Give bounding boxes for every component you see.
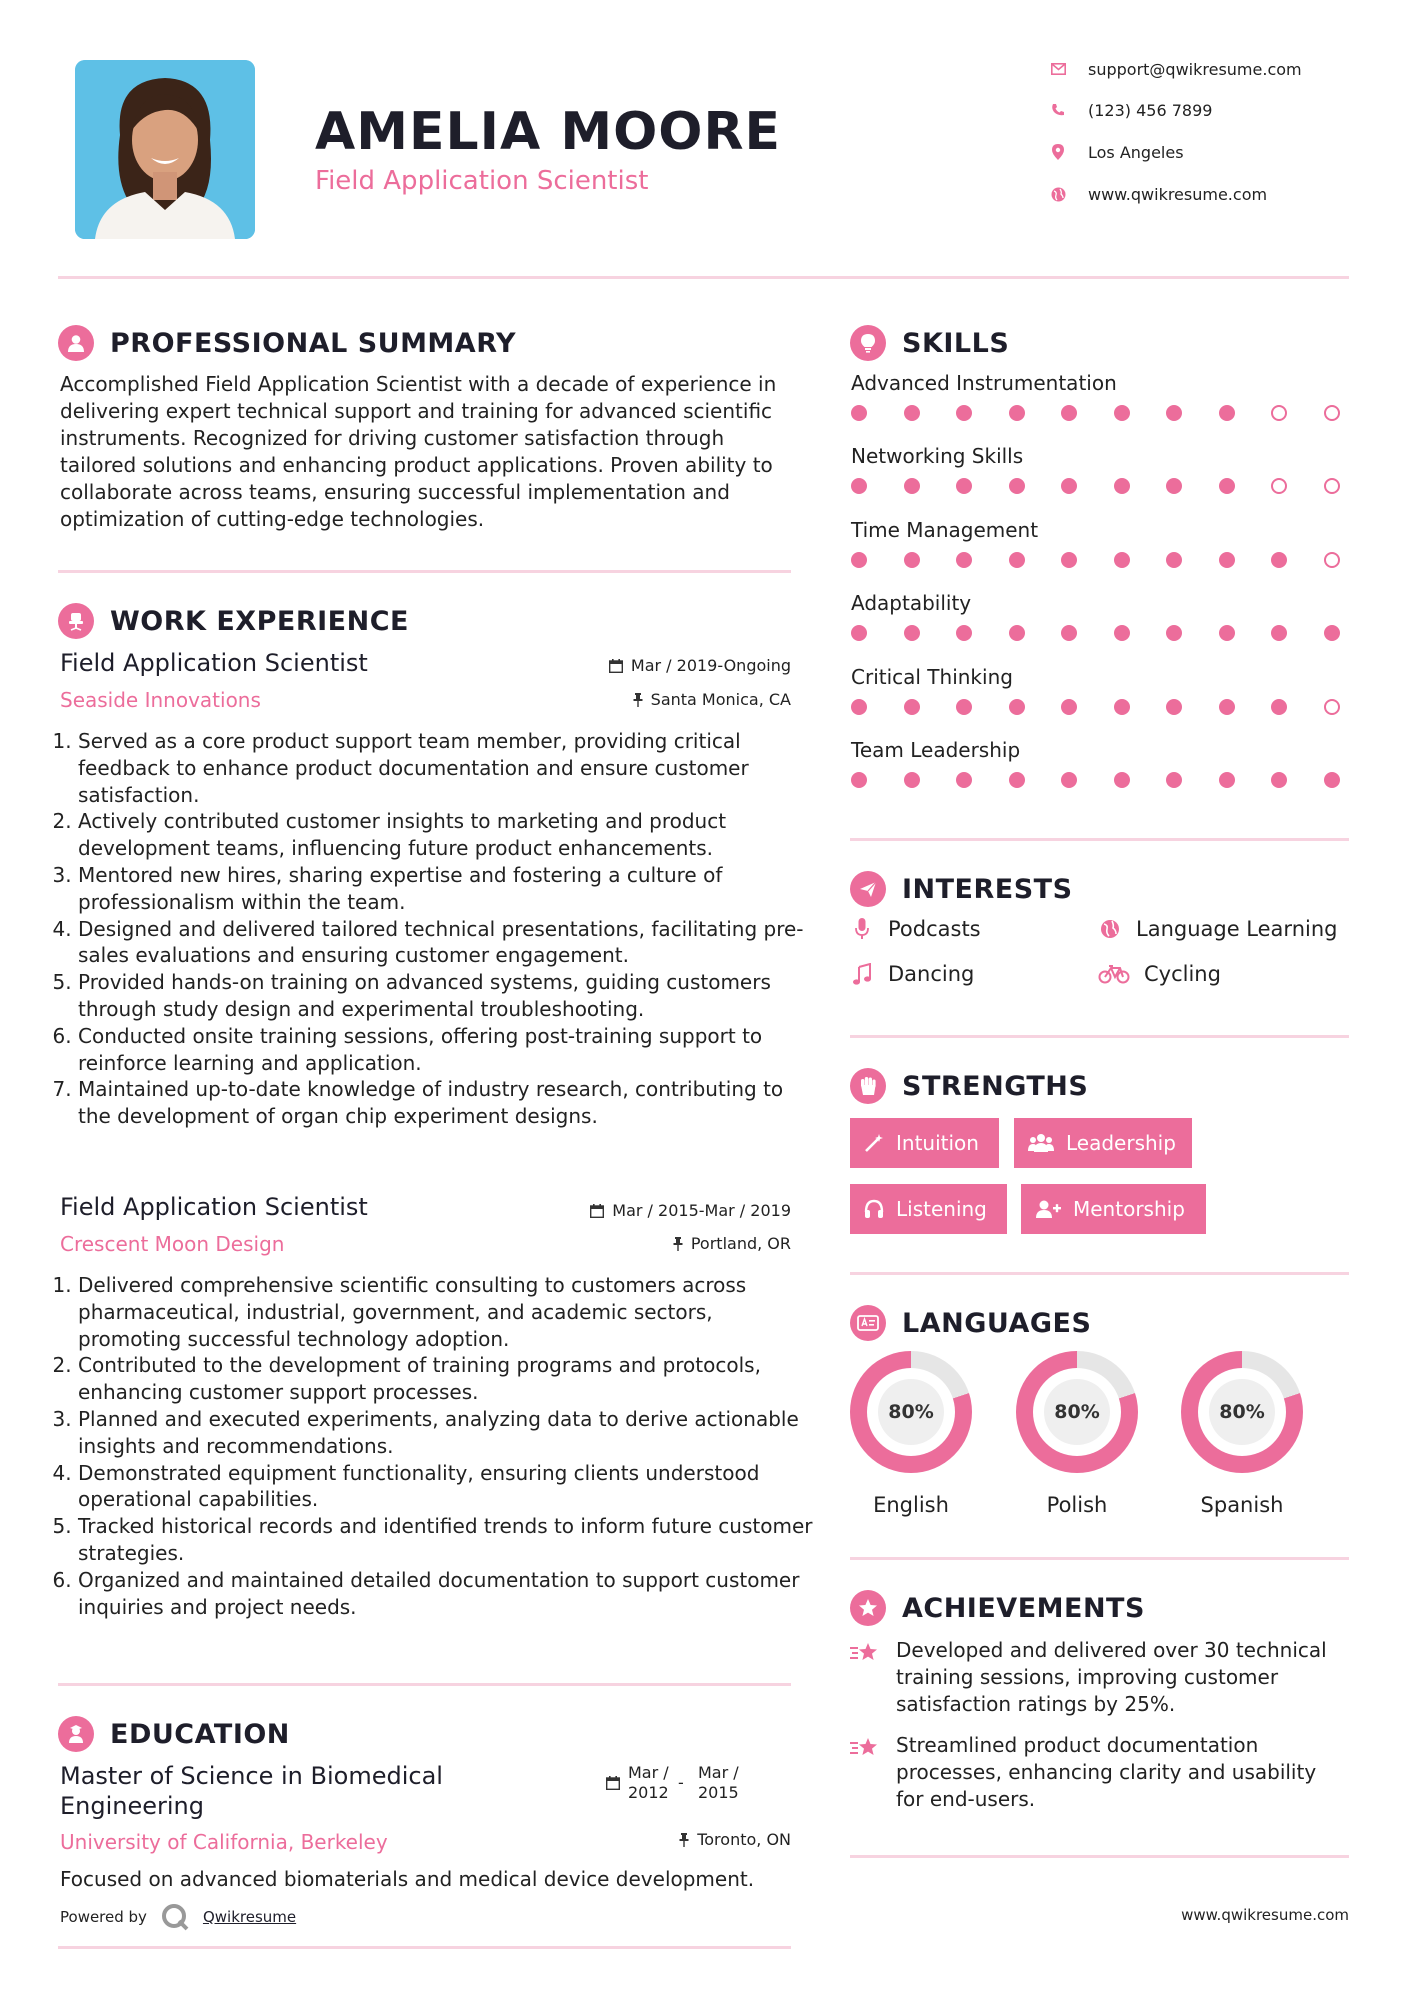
experience-heading: WORK EXPERIENCE bbox=[58, 601, 409, 641]
achievements-divider bbox=[850, 1855, 1349, 1858]
rating-dot-filled bbox=[1009, 405, 1025, 421]
education-start: Mar / 2012 bbox=[628, 1763, 669, 1802]
skills-divider bbox=[850, 838, 1349, 841]
rating-dot-filled bbox=[1166, 405, 1182, 421]
music-note-icon bbox=[850, 963, 874, 985]
rating-dot-filled bbox=[1271, 772, 1287, 788]
skill-rating bbox=[851, 625, 1340, 641]
contact-location-text: Los Angeles bbox=[1088, 142, 1184, 162]
rating-dot-filled bbox=[1166, 478, 1182, 494]
rating-dot-filled bbox=[1061, 625, 1077, 641]
map-pin-icon bbox=[1050, 144, 1066, 160]
list-item: 1. Delivered comprehensive scientific consulting to customers across pharmaceutical, industrial, government, and academic sectors, promoting successful technology adoption. bbox=[78, 1272, 813, 1352]
language-spanish bbox=[1181, 1351, 1303, 1517]
group-icon bbox=[1028, 1133, 1054, 1153]
list-item: 3. Planned and executed experiments, analyzing data to derive actionable insights and recommendations. bbox=[78, 1406, 813, 1460]
achievement-item-1: Developed and delivered over 30 technical training sessions, improving customer satisfaction ratings by 25%. bbox=[850, 1637, 1350, 1718]
language-name: English bbox=[873, 1493, 949, 1517]
language-polish bbox=[1016, 1351, 1138, 1517]
rating-dot-filled bbox=[1219, 772, 1235, 788]
interest-dancing: Dancing bbox=[850, 962, 974, 986]
education-end: Mar / 2015 bbox=[698, 1763, 739, 1802]
footer-website[interactable]: www.qwikresume.com bbox=[1181, 1906, 1349, 1924]
powered-by: Powered by Qwikresume bbox=[60, 1903, 296, 1931]
headphones-icon bbox=[864, 1199, 884, 1219]
interest-podcasts: Podcasts bbox=[850, 917, 981, 941]
skill-item bbox=[851, 665, 1349, 738]
rating-dot-filled bbox=[1061, 552, 1077, 568]
graduate-icon bbox=[58, 1716, 94, 1752]
list-item: 1. Served as a core product support team member, providing critical feedback to enhance product documentation and ensure customer satisfaction. bbox=[78, 728, 813, 808]
rating-dot-filled bbox=[1271, 699, 1287, 715]
rating-dot-filled bbox=[1166, 552, 1182, 568]
contact-phone-text: (123) 456 7899 bbox=[1088, 100, 1213, 120]
envelope-icon bbox=[1050, 61, 1066, 77]
education-school: University of California, Berkeley bbox=[60, 1830, 388, 1854]
rating-dot-empty bbox=[1271, 478, 1287, 494]
rating-dot-filled bbox=[851, 478, 867, 494]
rating-dot-filled bbox=[1009, 772, 1025, 788]
rating-dot-filled bbox=[851, 552, 867, 568]
language-percent: 80% bbox=[1209, 1379, 1275, 1445]
rating-dot-filled bbox=[956, 699, 972, 715]
rating-dot-filled bbox=[904, 478, 920, 494]
list-item: 4. Demonstrated equipment functionality, ensuring clients understood operational capabilities. bbox=[78, 1460, 813, 1514]
list-item: 2. Actively contributed customer insights to marketing and product development teams, influencing future product enhancements. bbox=[78, 808, 813, 862]
education-dash: - bbox=[678, 1773, 684, 1792]
rating-dot-filled bbox=[1114, 552, 1130, 568]
education-degree: Master of Science in Biomedical Engineering bbox=[60, 1762, 443, 1820]
rating-dot-filled bbox=[1114, 478, 1130, 494]
rating-dot-filled bbox=[956, 625, 972, 641]
skills-heading: SKILLS bbox=[850, 323, 1009, 363]
skill-rating bbox=[851, 772, 1340, 788]
qwikresume-logo-icon bbox=[161, 1903, 191, 1931]
job-2-dates: Mar / 2015-Mar / 2019 bbox=[520, 1201, 791, 1220]
rating-dot-filled bbox=[1166, 625, 1182, 641]
rating-dot-filled bbox=[1219, 478, 1235, 494]
job-1-location: Santa Monica, CA bbox=[520, 690, 791, 709]
language-name: Spanish bbox=[1200, 1493, 1284, 1517]
office-chair-icon bbox=[58, 603, 94, 639]
rating-dot-filled bbox=[1114, 699, 1130, 715]
rating-dot-filled bbox=[1271, 625, 1287, 641]
rating-dot-filled bbox=[1324, 625, 1340, 641]
calendar-icon bbox=[590, 1204, 604, 1218]
rating-dot-filled bbox=[1009, 699, 1025, 715]
rating-dot-filled bbox=[1219, 552, 1235, 568]
language-percent: 80% bbox=[878, 1379, 944, 1445]
contact-email[interactable] bbox=[1050, 57, 1350, 81]
summary-divider bbox=[58, 570, 791, 573]
lightbulb-icon bbox=[850, 325, 886, 361]
job-2-bullets bbox=[60, 1272, 813, 1620]
skill-name: Team Leadership bbox=[851, 737, 1021, 762]
rating-dot-filled bbox=[1166, 772, 1182, 788]
interest-cycling: Cycling bbox=[1098, 962, 1221, 986]
job-1-dates: Mar / 2019-Ongoing bbox=[520, 656, 791, 675]
rating-dot-filled bbox=[1114, 405, 1130, 421]
contact-location bbox=[1050, 140, 1350, 164]
skill-name: Advanced Instrumentation bbox=[851, 371, 1117, 395]
job-2-title: Field Application Scientist bbox=[60, 1193, 368, 1221]
achievement-item-2: Streamlined product documentation processes, enhancing clarity and usability for end-users. bbox=[850, 1732, 1350, 1813]
paper-plane-icon bbox=[850, 871, 886, 907]
skill-rating bbox=[851, 552, 1340, 568]
interests-divider bbox=[850, 1035, 1349, 1038]
skill-item bbox=[851, 591, 1349, 664]
rating-dot-filled bbox=[1219, 405, 1235, 421]
skill-rating bbox=[851, 478, 1340, 494]
skill-name: Adaptability bbox=[851, 591, 972, 616]
rating-dot-filled bbox=[904, 405, 920, 421]
list-item: 3. Mentored new hires, sharing expertise and fostering a culture of professionalism within the team. bbox=[78, 862, 813, 916]
list-item: 5. Provided hands-on training on advanced systems, guiding customers through study design and experimental troubleshooting. bbox=[78, 969, 813, 1023]
rating-dot-filled bbox=[1114, 772, 1130, 788]
rating-dot-filled bbox=[1009, 552, 1025, 568]
globe-icon bbox=[1050, 186, 1066, 202]
contact-email-text: support@qwikresume.com bbox=[1088, 59, 1302, 79]
education-dates bbox=[606, 1763, 748, 1803]
contact-website[interactable] bbox=[1050, 182, 1350, 206]
shooting-star-icon bbox=[850, 1732, 886, 1813]
interests-heading: INTERESTS bbox=[850, 869, 1073, 909]
calendar-icon bbox=[609, 659, 623, 673]
candidate-title: Field Application Scientist bbox=[315, 166, 649, 196]
list-item: 6. Conducted onsite training sessions, offering post-training support to reinforce learning and application. bbox=[78, 1023, 813, 1077]
shooting-star-icon bbox=[850, 1637, 886, 1718]
header-divider bbox=[58, 276, 1349, 279]
rating-dot-filled bbox=[956, 478, 972, 494]
fist-icon bbox=[850, 1068, 886, 1104]
rating-dot-empty bbox=[1324, 478, 1340, 494]
rating-dot-filled bbox=[1219, 625, 1235, 641]
globe-icon bbox=[1098, 919, 1122, 939]
strength-leadership: Leadership bbox=[1014, 1118, 1192, 1168]
pushpin-icon bbox=[673, 1237, 683, 1251]
contact-website-text: www.qwikresume.com bbox=[1088, 184, 1268, 204]
rating-dot-empty bbox=[1324, 699, 1340, 715]
rating-dot-filled bbox=[956, 405, 972, 421]
job-1-bullets bbox=[60, 728, 813, 1130]
education-heading: EDUCATION bbox=[58, 1714, 290, 1754]
rating-dot-filled bbox=[1061, 478, 1077, 494]
experience-divider bbox=[58, 1683, 791, 1686]
rating-dot-filled bbox=[1324, 772, 1340, 788]
star-badge-icon bbox=[850, 1590, 886, 1626]
education-location: Toronto, ON bbox=[520, 1830, 791, 1849]
rating-dot-filled bbox=[904, 772, 920, 788]
rating-dot-filled bbox=[851, 772, 867, 788]
rating-dot-filled bbox=[904, 552, 920, 568]
skill-rating bbox=[851, 405, 1340, 421]
language-percent: 80% bbox=[1044, 1379, 1110, 1445]
qwikresume-link[interactable]: Qwikresume bbox=[202, 1908, 297, 1926]
list-item: 2. Contributed to the development of training programs and protocols, enhancing customer support processes. bbox=[78, 1352, 813, 1406]
rating-dot-filled bbox=[956, 552, 972, 568]
list-item: 7. Maintained up-to-date knowledge of industry research, contributing to the development of organ chip experiment designs. bbox=[78, 1076, 813, 1130]
language-english bbox=[850, 1351, 972, 1517]
rating-dot-filled bbox=[1009, 478, 1025, 494]
rating-dot-filled bbox=[851, 625, 867, 641]
rating-dot-filled bbox=[1009, 625, 1025, 641]
skill-item bbox=[851, 738, 1349, 811]
skill-rating bbox=[851, 699, 1340, 715]
rating-dot-filled bbox=[1061, 405, 1077, 421]
language-ring bbox=[1181, 1351, 1303, 1473]
skill-item bbox=[851, 518, 1349, 591]
language-ring bbox=[1016, 1351, 1138, 1473]
contact-phone[interactable] bbox=[1050, 98, 1350, 122]
language-card-icon bbox=[850, 1305, 886, 1341]
rating-dot-filled bbox=[904, 699, 920, 715]
strengths-heading: STRENGTHS bbox=[850, 1066, 1088, 1106]
job-1-title: Field Application Scientist bbox=[60, 649, 368, 677]
rating-dot-filled bbox=[904, 625, 920, 641]
strength-intuition: Intuition bbox=[850, 1118, 999, 1168]
interest-language-learning: Language Learning bbox=[1098, 917, 1337, 941]
list-item: 4. Designed and delivered tailored technical presentations, facilitating pre-sales evaluations and ensuring customer engagement. bbox=[78, 916, 813, 970]
bicycle-icon bbox=[1098, 964, 1130, 984]
candidate-name: AMELIA MOORE bbox=[315, 102, 782, 162]
rating-dot-empty bbox=[1271, 405, 1287, 421]
rating-dot-filled bbox=[1061, 699, 1077, 715]
skill-name: Networking Skills bbox=[851, 444, 1024, 469]
footer-divider bbox=[58, 1946, 791, 1949]
magic-wand-icon bbox=[864, 1133, 884, 1153]
language-name: Polish bbox=[1046, 1493, 1108, 1517]
list-item: 5. Tracked historical records and identified trends to inform future customer strategies. bbox=[78, 1513, 813, 1567]
job-2-location: Portland, OR bbox=[520, 1234, 791, 1253]
skill-name: Time Management bbox=[851, 517, 1039, 542]
rating-dot-empty bbox=[1324, 405, 1340, 421]
calendar-icon bbox=[606, 1775, 620, 1803]
rating-dot-filled bbox=[1219, 699, 1235, 715]
user-plus-icon bbox=[1035, 1199, 1061, 1219]
skills-list bbox=[851, 371, 1349, 811]
microphone-icon bbox=[850, 918, 874, 940]
phone-icon bbox=[1050, 102, 1066, 118]
languages-heading: LANGUAGES bbox=[850, 1303, 1091, 1343]
rating-dot-empty bbox=[1324, 552, 1340, 568]
pushpin-icon bbox=[679, 1833, 689, 1847]
skill-item bbox=[851, 371, 1349, 444]
rating-dot-filled bbox=[851, 699, 867, 715]
rating-dot-filled bbox=[851, 405, 867, 421]
summary-text: Accomplished Field Application Scientist with a decade of experience in delivering expert technical support and training for advanced scientific instruments. Recognized for driving customer satisfaction through tailored solutions and enhancing product applications. Proven ability to collaborate across teams, ensuring successful implementation and optimization of cutting-edge technologies. bbox=[60, 372, 777, 531]
rating-dot-filled bbox=[956, 772, 972, 788]
strength-mentorship: Mentorship bbox=[1021, 1184, 1206, 1234]
user-icon bbox=[58, 325, 94, 361]
profile-photo bbox=[75, 60, 255, 239]
job-2-company: Crescent Moon Design bbox=[60, 1232, 285, 1256]
rating-dot-filled bbox=[1271, 552, 1287, 568]
achievements-heading: ACHIEVEMENTS bbox=[850, 1588, 1145, 1628]
skill-name: Critical Thinking bbox=[851, 664, 1013, 689]
rating-dot-filled bbox=[1114, 625, 1130, 641]
summary-heading: PROFESSIONAL SUMMARY bbox=[58, 323, 516, 363]
language-ring bbox=[850, 1351, 972, 1473]
rating-dot-filled bbox=[1166, 699, 1182, 715]
strength-listening: Listening bbox=[850, 1184, 1007, 1234]
rating-dot-filled bbox=[1061, 772, 1077, 788]
job-1-company: Seaside Innovations bbox=[60, 688, 261, 712]
strengths-divider bbox=[850, 1272, 1349, 1275]
languages-divider bbox=[850, 1557, 1349, 1560]
pushpin-icon bbox=[633, 693, 643, 707]
skill-item bbox=[851, 444, 1349, 517]
education-description: Focused on advanced biomaterials and medical device development. bbox=[60, 1867, 755, 1891]
list-item: 6. Organized and maintained detailed documentation to support customer inquiries and project needs. bbox=[78, 1567, 813, 1621]
